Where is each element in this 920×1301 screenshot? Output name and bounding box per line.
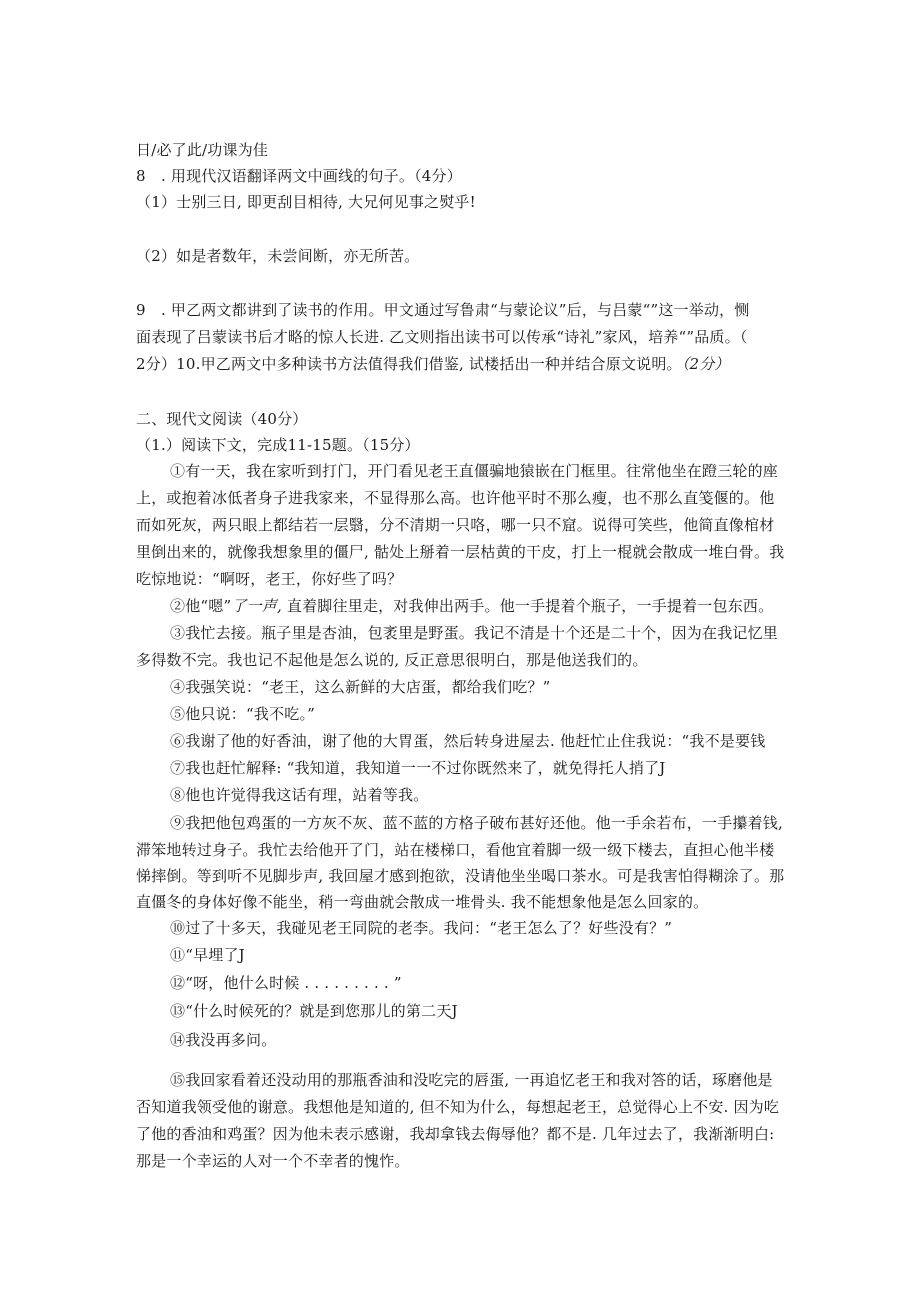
passage-p1-line: ①有一天，我在家听到打门，开门看见老王直僵骗地猿嵌在门框里。往常他坐在蹬三轮的座 [170,462,779,480]
q10-text: 2分）10.甲乙两文中多种读书方法值得我们借鉴, 试楼括出一种并结合原文说明。 [136,355,682,373]
passage-p14: ⑭我没再多问。 [170,1031,277,1049]
passage-p1-line: 上，或抱着冰低者身子进我家来，不显得那么高。也许他平时不那么瘦，也不那么直笺偃的。他 [136,489,775,507]
passage-p5: ⑤他只说：“我不吃。” [170,705,316,723]
passage-p13: ⑬“什么时候死的？就是到您那儿的第二天J [170,1002,458,1020]
section-2-subtitle: （1.）阅读下文，完成11-15题。（15分） [136,436,420,454]
passage-p15-line: ⑮我回家看着还没动用的那瓶香油和没吃完的唇蛋, 一再追忆老王和我对答的话，琢磨他是 [170,1071,773,1089]
passage-p4: ④我强笑说：“老王，这么新鲜的大店蛋，都给我们吃？” [170,678,551,696]
passage-p9-line: ⑨我把他包鸡蛋的一方灰不灰、蓝不蓝的方格子破布甚好还他。他一手余若布，一手攥着钱, [170,814,783,832]
passage-p11: ⑪“早埋了J [170,946,245,964]
passage-p12: ⑫“呀，他什么时候 . . . . . . . . . ” [170,974,402,992]
passage-p1-line: 而如死灰，两只眼上都结若一层翳，分不清期一只咯，哪一只不窟。说得可笑些，他简直像棺材 [136,516,775,534]
passage-p3-line: ③我忙去接。瓶子里是杏油，包袤里是野蛋。我记不清是十个还是二十个，因为在我记忆里 [170,624,779,642]
passage-p10: ⑩过了十多天，我碰见老王同院的老李。我问：“老王怎么了？好些没有？” [170,919,673,937]
q8-item-1: （1）士别三日, 即更刮目相待, 大兄何见事之熨乎! [136,193,476,211]
passage-p1-line: 吃惊地说：“啊呀，老王，你好些了吗？ [136,570,403,588]
passage-p15-line: 了他的香油和鸡蛋？因为他未表示感谢，我却拿钱去侮辱他？都不是. 几年过去了，我渐渐明白: [136,1125,775,1143]
passage-p15-line: 否知道我领受他的谢意。我想他是知道的, 但不知为什么，每想起老王，总觉得心上不安. 因为吃 [136,1098,780,1116]
passage-p8: ⑧他也许觉得我这话有理，站着等我。 [170,786,429,804]
passage-p9-line: 滞笨地转过身子。我忙去给他开了门，站在楼梯口，看他宜着脚一级一级下楼去，直担心他半楼 [136,841,775,859]
passage-p2-italic: 了一声, [231,597,282,615]
passage-p1-line: 里倒出来的，就像我想象里的僵尸, 骷处上掰着一层枯黄的干皮，打上一棍就会散成一堆白骨。我 [136,543,785,561]
passage-p2 [170,596,773,616]
q8-item-2: （2）如是者数年，未尝间断，亦无所苦。 [136,247,420,265]
q9-line-1: 9 . 甲乙两文都讲到了读书的作用。甲文通过写鲁肃“与蒙论议”后，与吕蒙“”这一举动，恻 [136,301,750,319]
passage-p7: ⑦我也赶忙解释: “我知道，我知道一一不过你既然来了，就免得托人捎了J [170,759,666,777]
passage-p9-line: 悌摔倒。等到听不见脚步声, 我回屋才感到抱欲，没请他坐坐喝口茶水。可是我害怕得糊涂了。那 [136,867,785,885]
passage-p2-part: ②他“嗯” [170,597,232,615]
q10-score: （2分） [681,355,730,373]
passage-p2-part: 直着脚往里走，对我伸出两手。他一手提着个瓶子，一手提着一包东西。 [281,597,774,615]
passage-p3-line: 多得数不完。我也记不起他是怎么说的, 反正意思很明白，那是他送我们的。 [136,651,648,669]
q8-title: 8 . 用现代汉语翻译两文中画线的句子。（4分） [136,167,462,185]
q10-line [136,354,730,374]
header-line: 日/必了此/功课为佳 [136,141,269,159]
q9-line-2: 面表现了吕蒙读书后才略的惊人长进. 乙文则指出读书可以传承“诗礼”家风，培养“”品质。（ [136,328,748,346]
passage-p6: ⑥我谢了他的好香油，谢了他的大胃蛋，然后转身进屋去. 他赶忙止住我说：“我不是要钱 [170,732,766,750]
section-2-title: 二、现代文阅读（40分） [136,410,308,428]
passage-p15-line: 那是一个幸运的人对一个不幸者的愧怍。 [136,1152,410,1170]
passage-p9-line: 直僵冬的身体好像不能坐，稍一弯曲就会散成一堆骨头. 我不能想象他是怎么回家的。 [136,893,709,911]
